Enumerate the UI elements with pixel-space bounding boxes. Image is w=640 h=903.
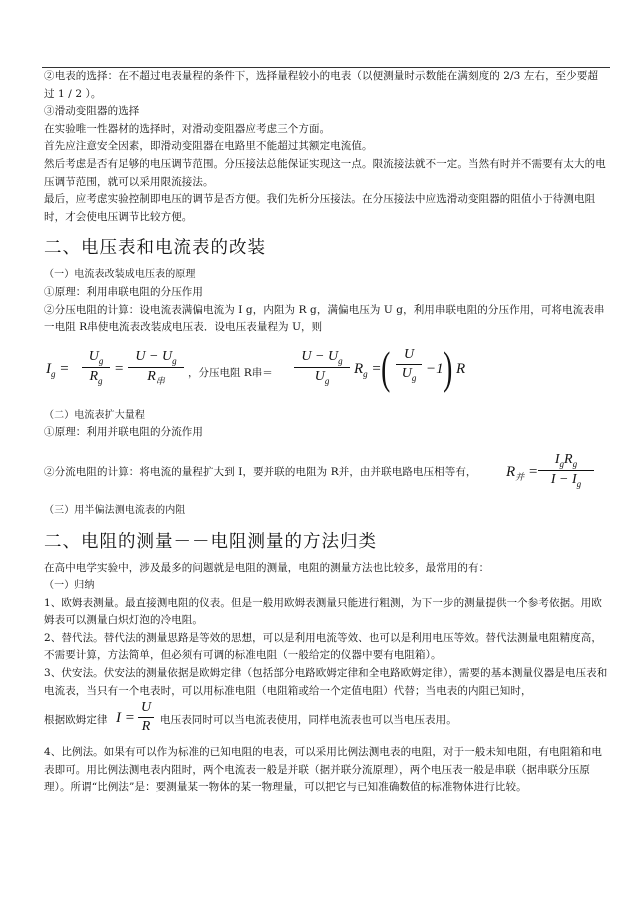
paragraph-meter-selection: ②电表的选择：在不超过电表量程的条件下，选择量程较小的电表（以便测量时示数能在满刻度的 2/3 左右，至少要超过 1 / 2 ）。	[44, 70, 599, 100]
subheading-ammeter-to-voltmeter: （一）电流表改装成电压表的原理	[44, 269, 196, 281]
formula-fraction-ug-rg: $\frac{U_g}{R_g}$	[82, 349, 110, 386]
paragraph-rheostat-intro: 在实验唯一性器材的选择时，对滑动变阻器应考虑三个方面。	[44, 122, 331, 135]
formula-parallel-row	[44, 450, 608, 496]
formula-fraction-u-ug: $\frac{U}{U_g}$	[396, 347, 422, 383]
paragraph-convenience: 最后，应考虑实验控制即电压的调节是否方便。我们先析分压接法。在分压接法中应选滑动变阻器的阻值小于待测电阻时，才会使电压调节比较方便。	[44, 193, 596, 223]
paragraph-ohmmeter: 1、欧姆表测量。最直接测电阻的仪表。但是一般用欧姆表测量只能进行粗测，为下一步的测量提供一个参考依据。用欧姆表可以测量白炽灯泡的冷电阻。	[44, 596, 602, 627]
formula-ig-symbol: $I_g$ =	[46, 360, 70, 379]
paragraph-voltammetry: 3、伏安法。伏安法的测量依据是欧姆定律（包括部分电路欧姆定律和全电路欧姆定律），需要的基本测量仪器是电压表和电流表，当只有一个电表时，可以用标准电阻（电阻箱或给一个定值电阻）代替；当电表的内阻已知时，	[44, 667, 608, 697]
ohms-law-row	[44, 700, 608, 740]
section-heading-meter-modification: 二、电压表和电流表的改装	[44, 238, 266, 259]
formula-fraction-shunt: $I_gR_g$ $I - I_g$	[538, 452, 594, 489]
paragraph-series-resistance-calc: ②分压电阻的计算：设电流表满偏电流为 I g，内阻为 R g，满偏电压为 U g，利用串联电阻的分压作用，可将电流表串一电阻 R串使电流表改装成电压表．设电压表量程为 U，则	[44, 303, 605, 334]
formula-fraction-series-r: $\frac{U - U_g}{U_g}$	[294, 349, 350, 386]
formula-fraction-u-minus-ug: $U - U_g$ $R_串$	[128, 349, 184, 387]
paragraph-rheostat-heading: ③滑动变阻器的选择	[44, 105, 140, 118]
paragraph-voltage-range: 然后考虑是否有足够的电压调节范围。分压接法总能保证实现这一点。限流接法就不一定。当然有时并不需要有太大的电压调节范围，就可以采用限流接法。	[44, 157, 606, 188]
section-heading-resistance-measurement: 二、电阻的测量－－电阻测量的方法归类	[44, 531, 377, 552]
paragraph-substitution: 2、替代法。替代法的测量思路是等效的思想，可以是利用电流等效、也可以是利用电压等效。替代法测量电阻精度高，不需要计算，方法简单，但必须有可调的标准电阻（一般给定的仪器中要有电阻箱）。	[44, 631, 602, 662]
subheading-half-deflection: （三）用半偏法测电流表的内阻	[44, 504, 186, 516]
formula-series-resistor: $I_g$ = $\frac{U_g}{R_g}$ = $U - U_g$ $R_串$ ，分压电阻 R串＝ $\frac{U - U_g}{U_g}$ $R_g$ = ( $\frac{U}{U_g}$ −1 ) R	[46, 341, 466, 393]
formula-ohms-law-i: I =	[116, 710, 135, 727]
ohms-law-prefix: 根据欧姆定律	[44, 714, 108, 727]
ohms-law-suffix: 电压表同时可以当电流表使用，同样电流表也可以当电压表用。	[160, 714, 457, 727]
formula-series-label: ，分压电阻 R串＝	[188, 366, 273, 379]
formula-fraction-u-r: $\frac{U}{R}$	[138, 700, 154, 735]
paragraph-measurement-intro: 在高中电学实验中，涉及最多的问题就是电阻的测量，电阻的测量方法也比较多，最常用的有：	[44, 561, 490, 574]
paragraph-parallel-principle: ①原理：利用并联电阻的分流作用	[44, 426, 203, 439]
subheading-ammeter-range-extension: （二）电流表扩大量程	[44, 409, 145, 421]
paragraph-proportion-method: 4、比例法。如果有可以作为标准的已知电阻的电表，可以采用比例法测电表的电阻，对于一般未知电阻，有电阻箱和电表即可。用比例法测电表内阻时，两个电流表一般是并联（据并联分流原理），两个电压表一般是串联（据串联分压原理）。所谓“比例法”是：要测量某一物体的某一物理量，可以把它与已知准确数值的标准物体进行比较。	[44, 746, 602, 794]
document-page	[44, 68, 608, 797]
subheading-summary: （一）归纳	[44, 580, 95, 592]
formula-r-parallel-symbol: $R_并$ =	[506, 463, 539, 482]
paragraph-safety: 首先应注意安全因素，即滑动变阻器在电路里不能超过其额定电流值。	[44, 140, 373, 153]
paragraph-series-principle: ①原理：利用串联电阻的分压作用	[44, 285, 203, 298]
paragraph-shunt-calc: ②分流电阻的计算：将电流的量程扩大到 I，要并联的电阻为 R并，由并联电路电压相等有，	[44, 465, 477, 478]
